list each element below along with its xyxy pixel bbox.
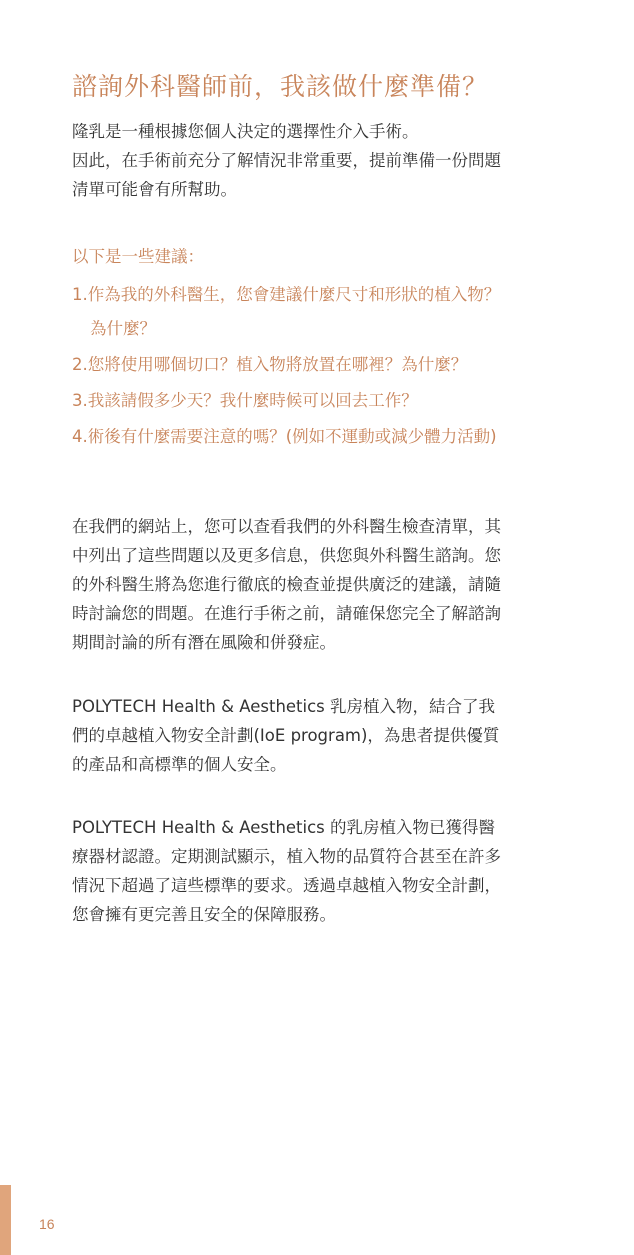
paragraph-line: 中列出了這些問題以及更多信息，供您與外科醫生諮詢。您 — [72, 546, 501, 565]
paragraph-line: 療器材認證。定期測試顯示，植入物的品質符合甚至在許多 — [72, 847, 501, 866]
page-edge-tab — [0, 1185, 11, 1255]
intro-line: 隆乳是一種根據您個人決定的選擇性介入手術。 — [72, 122, 419, 141]
paragraph-line: 情況下超過了這些標準的要求。透過卓越植入物安全計劃， — [72, 876, 501, 895]
intro-line: 因此，在手術前充分了解情況非常重要，提前準備一份問題 — [72, 151, 501, 170]
page-number: 16 — [39, 1216, 55, 1232]
paragraph-line: 的產品和高標準的個人安全。 — [72, 755, 287, 774]
ioe-program-paragraph — [72, 692, 562, 779]
paragraph-line: 們的卓越植入物安全計劃(IoE program)，為患者提供優質 — [72, 726, 500, 745]
suggestion-text: 4.術後有什麼需要注意的嗎？(例如不運動或減少體力活動) — [72, 427, 497, 446]
paragraph-line: 期間討論的所有潛在風險和併發症。 — [72, 633, 336, 652]
paragraph-line: POLYTECH Health & Aesthetics 乳房植入物，結合了我 — [72, 697, 496, 716]
paragraph-line: POLYTECH Health & Aesthetics 的乳房植入物已獲得醫 — [72, 818, 496, 837]
website-checklist-paragraph — [72, 512, 562, 657]
paragraph-line: 您會擁有更完善且安全的保障服務。 — [72, 905, 336, 924]
suggestion-text: 2.您將使用哪個切口？植入物將放置在哪裡？為什麼？ — [72, 355, 468, 374]
suggestion-item — [72, 280, 572, 344]
paragraph-line: 在我們的網站上，您可以查看我們的外科醫生檢查清單，其 — [72, 517, 501, 536]
paragraph-line: 的外科醫生將為您進行徹底的檢查並提供廣泛的建議，請隨 — [72, 575, 501, 594]
certification-paragraph — [72, 813, 562, 929]
suggestions-heading: 以下是一些建議： — [72, 247, 204, 266]
intro-line: 清單可能會有所幫助。 — [72, 180, 237, 199]
intro-paragraph — [72, 117, 562, 204]
suggestion-text-continued: 為什麼？ — [90, 319, 156, 338]
suggestion-item — [72, 386, 572, 416]
page-title: 諮詢外科醫師前，我該做什麼準備？ — [72, 72, 489, 101]
suggestion-text: 1.作為我的外科醫生，您會建議什麼尺寸和形狀的植入物？ — [72, 285, 501, 304]
suggestions-list — [72, 242, 572, 458]
suggestion-item — [72, 350, 572, 380]
suggestion-item — [72, 422, 572, 452]
paragraph-line: 時討論您的問題。在進行手術之前，請確保您完全了解諮詢 — [72, 604, 501, 623]
suggestion-text: 3.我該請假多少天？我什麼時候可以回去工作？ — [72, 391, 418, 410]
